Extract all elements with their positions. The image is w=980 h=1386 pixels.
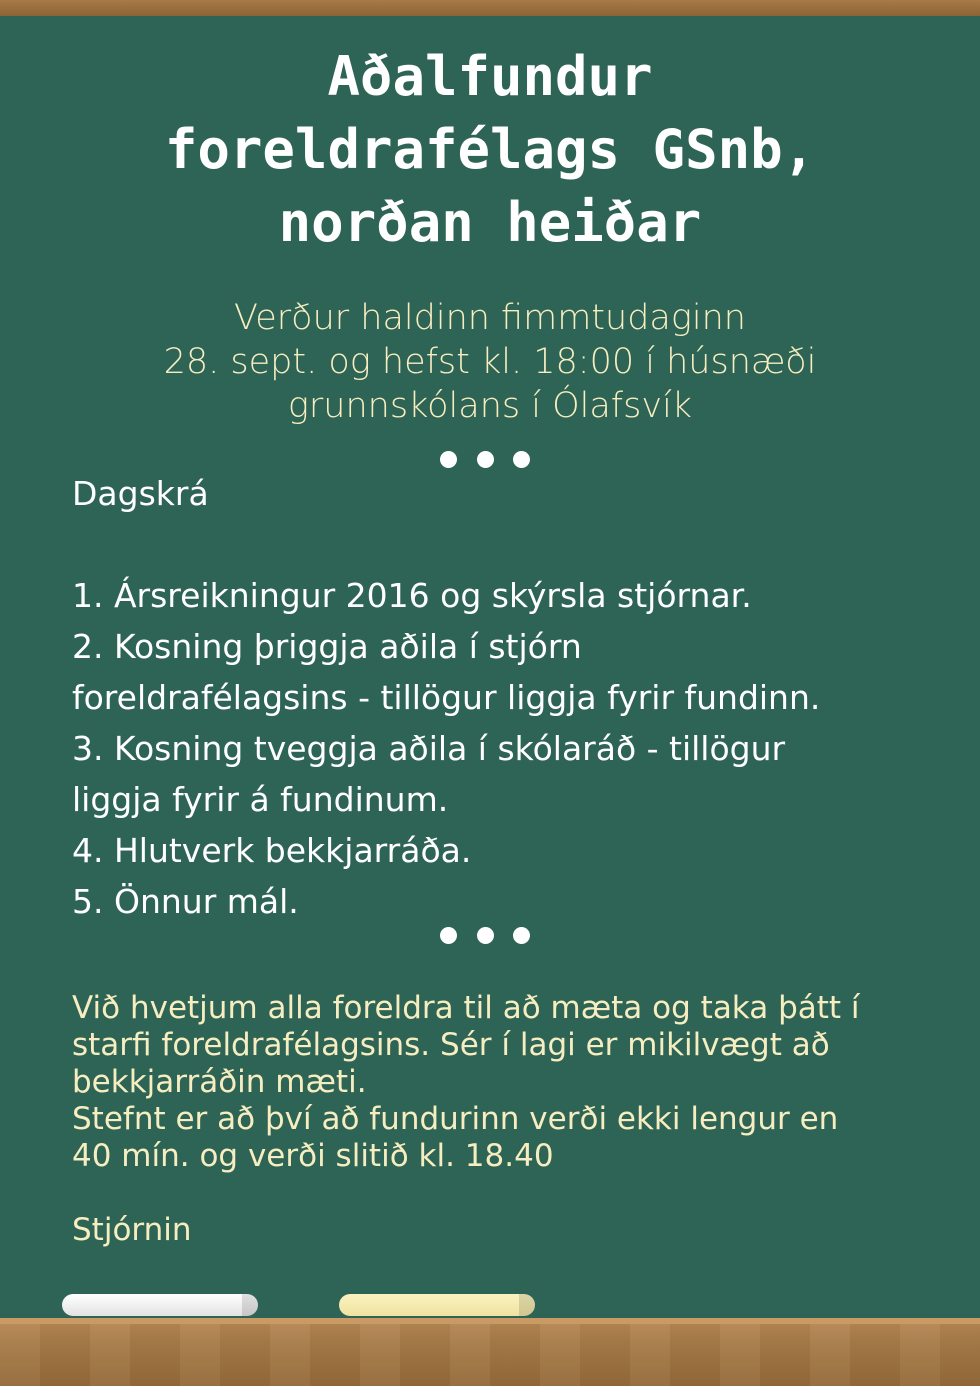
dot-icon bbox=[477, 927, 494, 944]
page-title bbox=[0, 40, 980, 259]
dot-icon bbox=[440, 927, 457, 944]
title-line: norðan heiðar bbox=[278, 191, 702, 254]
agenda-line: foreldrafélagsins - tillögur liggja fyrir fundinn. bbox=[72, 678, 821, 717]
dot-icon bbox=[513, 451, 530, 468]
subtitle-line: 28. sept. og hefst kl. 18:00 í húsnæði bbox=[163, 342, 817, 382]
message-line: 40 mín. og verði slitið kl. 18.40 bbox=[72, 1138, 554, 1174]
message-line: Stefnt er að því að fundurinn verði ekki lengur en bbox=[72, 1101, 839, 1137]
message-line: Við hvetjum alla foreldra til að mæta og taka þátt í bbox=[72, 990, 860, 1026]
board-top-frame bbox=[0, 0, 980, 16]
message-line: starfi foreldrafélagsins. Sér í lagi er mikilvægt að bbox=[72, 1027, 830, 1063]
dots-divider bbox=[440, 925, 530, 945]
dot-icon bbox=[513, 927, 530, 944]
agenda-line: 3. Kosning tveggja aðila í skólaráð - tillögur bbox=[72, 729, 786, 768]
title-line: Aðalfundur bbox=[327, 45, 653, 108]
invitation-message bbox=[72, 990, 932, 1175]
dot-icon bbox=[440, 451, 457, 468]
agenda bbox=[72, 468, 932, 927]
agenda-heading: Dagskrá bbox=[72, 474, 209, 513]
subtitle-line: Verður haldinn fimmtudaginn bbox=[234, 298, 746, 338]
agenda-line: 5. Önnur mál. bbox=[72, 882, 299, 921]
wooden-ledge bbox=[0, 1318, 980, 1386]
signature: Stjórnin bbox=[72, 1212, 192, 1248]
agenda-line: 4. Hlutverk bekkjarráða. bbox=[72, 831, 472, 870]
agenda-line: 1. Ársreikningur 2016 og skýrsla stjórnar. bbox=[72, 576, 752, 615]
yellow-chalk-icon bbox=[339, 1294, 535, 1316]
title-line: foreldrafélags GSnb, bbox=[164, 118, 816, 181]
subtitle-line: grunnskólans í Ólafsvík bbox=[287, 386, 693, 426]
agenda-line: liggja fyrir á fundinum. bbox=[72, 780, 449, 819]
meeting-details bbox=[0, 296, 980, 428]
white-chalk-icon bbox=[62, 1294, 258, 1316]
ledge-edge bbox=[0, 1318, 980, 1324]
dots-divider bbox=[440, 449, 530, 469]
message-line: bekkjarráðin mæti. bbox=[72, 1064, 367, 1100]
agenda-line: 2. Kosning þriggja aðila í stjórn bbox=[72, 627, 582, 666]
dot-icon bbox=[477, 451, 494, 468]
